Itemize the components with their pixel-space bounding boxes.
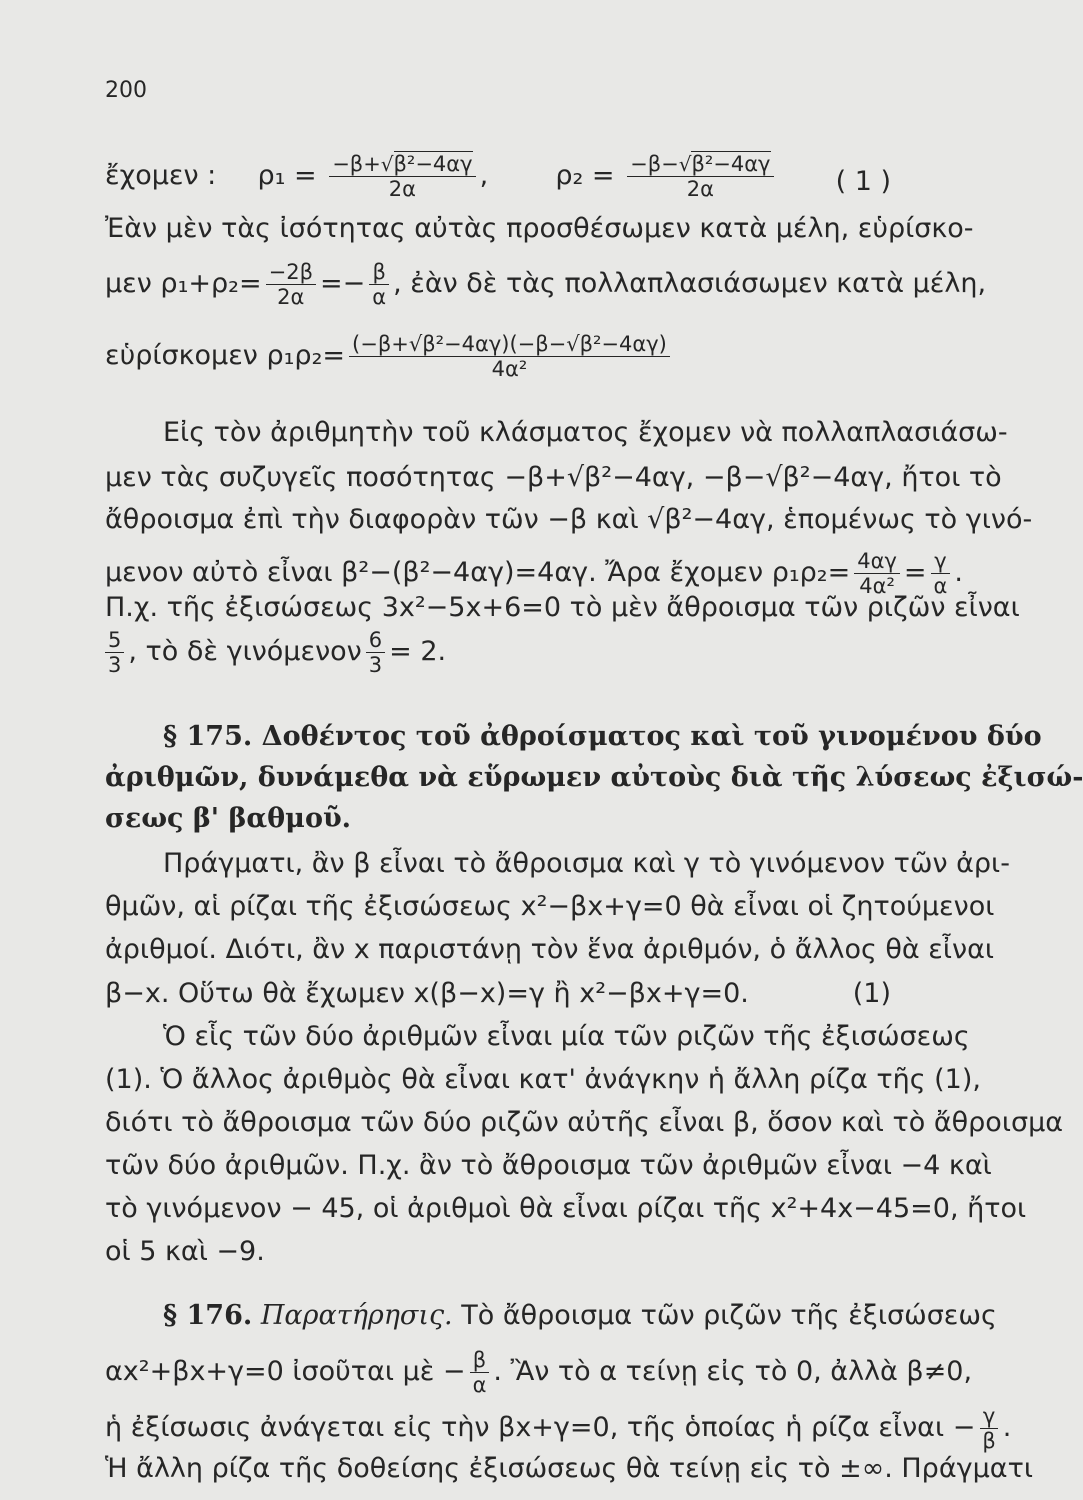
text-line: Εἰς τὸν ἀριθμητὴν τοῦ κλάσματος ἔχομεν νὰ πολλαπλασιάσω-	[163, 417, 1008, 448]
product-of-roots-line	[105, 332, 674, 381]
denominator: 3	[368, 653, 383, 677]
text-line	[105, 1348, 972, 1397]
rho1-fraction: $\frac{\text{−β+√β²−4αγ}}{2\alpha}$	[329, 152, 475, 201]
text-line: Ἐὰν μὲν τὰς ἰσότητας αὐτὰς προσθέσωμεν κατὰ μέλη, εὑρίσκο-	[105, 213, 974, 244]
text-run: ἡ ἐξίσωσις ἀνάγεται εἰς τὴν βx+γ=0, τῆς ὁποίας ἡ ρίζα εἶναι −	[105, 1412, 976, 1443]
fraction	[931, 549, 951, 598]
text-line	[105, 549, 963, 598]
text-line: Ὁ εἷς τῶν δύο ἀριθμῶν εἶναι μία τῶν ριζῶν τῆς ἐξισώσεως	[163, 1021, 970, 1052]
fraction	[366, 628, 385, 677]
equation-tag: (1)	[852, 978, 891, 1009]
text-run: εὑρίσκομεν ρ₁ρ₂=	[105, 340, 346, 371]
numerator: 5	[105, 628, 124, 653]
denominator: α	[372, 285, 387, 309]
fraction	[369, 260, 389, 309]
text-run: =−	[319, 268, 366, 299]
page-number: 200	[105, 78, 147, 103]
rho2-label: ρ₂ =	[555, 160, 615, 191]
numerator: γ	[980, 1404, 998, 1429]
denominator: α	[933, 574, 948, 598]
rho2-radicand: β²−4αγ	[691, 152, 771, 176]
denominator: α	[472, 1373, 487, 1397]
rho1-label: ρ₁ =	[257, 160, 317, 191]
text-run: = 2.	[389, 636, 447, 667]
numerator: β	[369, 260, 388, 285]
text-line: ἄθροισμα ἐπὶ τὴν διαφορὰν τῶν −β καὶ √β²−4αγ, ἑπομένως τὸ γινό-	[105, 504, 1033, 535]
text-line: ἀριθμοί. Διότι, ἂν x παριστάνῃ τὸν ἕνα ἀριθμόν, ὁ ἄλλος θὰ εἶναι	[105, 934, 995, 965]
denominator: 4α²	[859, 574, 895, 598]
text-line: διότι τὸ ἄθροισμα τῶν δύο ριζῶν αὐτῆς εἶναι β, ὅσον καὶ τὸ ἄθροισμα	[105, 1107, 1064, 1138]
text-run: .	[1002, 1412, 1012, 1443]
text-line: θμῶν, αἱ ρίζαι τῆς ἐξισώσεως x²−βx+γ=0 θὰ εἶναι οἱ ζητούμενοι	[105, 891, 995, 922]
fraction	[854, 549, 900, 598]
fraction	[979, 1404, 998, 1453]
numerator: 6	[366, 628, 385, 653]
equation-tag: ( 1 )	[835, 166, 891, 197]
section-175-heading: σεως β' βαθμοῦ.	[105, 803, 352, 834]
denominator: 2α	[277, 285, 305, 309]
rho1-num: −β+	[332, 152, 381, 176]
fraction	[105, 628, 124, 677]
numerator: −2β	[266, 260, 316, 285]
section-175-heading: ἀριθμῶν, δυνάμεθα νὰ εὕρωμεν αὐτοὺς διὰ τῆς λύσεως ἐξισώ-	[105, 762, 1083, 793]
section-176-title: Παρατήρησις.	[260, 1300, 453, 1331]
text-run: .	[954, 557, 963, 588]
denominator: 4α²	[491, 357, 528, 381]
rho2-num: −β−	[630, 152, 679, 176]
text-run: =	[903, 557, 927, 588]
text-line: Π.χ. τῆς ἐξισώσεως 3x²−5x+6=0 τὸ μὲν ἄθροισμα τῶν ριζῶν εἶναι	[105, 592, 1020, 623]
section-176-line	[163, 1300, 997, 1332]
text-line: τὸ γινόμενον − 45, οἱ ἀριθμοὶ θὰ εἶναι ρίζαι τῆς x²+4x−45=0, ἤτοι	[105, 1193, 1027, 1224]
text-line: τῶν δύο ἀριθμῶν. Π.χ. ἂν τὸ ἄθροισμα τῶν ἀριθμῶν εἶναι −4 καὶ	[105, 1150, 992, 1181]
text-line: μεν τὰς συζυγεῖς ποσότητας −β+√β²−4αγ, −β−√β²−4αγ, ἤτοι τὸ	[105, 462, 1002, 493]
section-176-heading: § 176.	[163, 1300, 253, 1331]
numerator: 4αγ	[854, 549, 900, 574]
text-line	[105, 628, 446, 677]
numerator: γ	[931, 549, 949, 574]
text-line: (1). Ὁ ἄλλος ἀριθμὸς θὰ εἶναι κατ' ἀνάγκην ἡ ἄλλη ρίζα τῆς (1),	[105, 1064, 981, 1095]
fraction	[349, 332, 670, 381]
text-line: β−x. Οὕτω θὰ ἔχωμεν x(β−x)=γ ἢ x²−βx+γ=0.	[105, 978, 749, 1009]
formula-roots	[105, 152, 778, 201]
section-175-heading: § 175. Δοθέντος τοῦ ἀθροίσματος καὶ τοῦ γινομένου δύο	[163, 721, 1042, 752]
denominator: β	[982, 1429, 996, 1453]
numerator: (−β+√β²−4αγ)(−β−√β²−4αγ)	[349, 332, 670, 357]
formula-lead: ἔχομεν :	[105, 160, 217, 191]
rho2-fraction: $\frac{\text{−β−√β²−4αγ}}{2\alpha}$	[627, 152, 773, 201]
denominator: 3	[108, 653, 122, 677]
text-line	[105, 1404, 1011, 1453]
text-run: Τὸ ἄθροισμα τῶν ριζῶν τῆς ἐξισώσεως	[461, 1300, 997, 1331]
rho2-den: 2α	[686, 177, 714, 201]
fraction	[470, 1348, 490, 1397]
text-run: , τὸ δὲ γινόμενον	[128, 636, 362, 667]
text-run: . Ἂν τὸ α τείνῃ εἰς τὸ 0, ἀλλὰ β≠0,	[493, 1356, 973, 1387]
sum-of-roots-line	[105, 260, 986, 309]
text-line: Ἡ ἄλλη ρίζα τῆς δοθείσης ἐξισώσεως θὰ τείνῃ εἰς τὸ ±∞. Πράγματι	[105, 1453, 1033, 1484]
text-run: αx²+βx+γ=0 ἰσοῦται μὲ −	[105, 1356, 466, 1387]
text-run: μεν ρ₁+ρ₂=	[105, 268, 262, 299]
formula-comma: ,	[479, 160, 489, 191]
text-run: , ἐὰν δὲ τὰς πολλαπλασιάσωμεν κατὰ μέλη,	[393, 268, 987, 299]
numerator: β	[470, 1348, 489, 1373]
fraction	[266, 260, 316, 309]
rho1-radicand: β²−4αγ	[393, 152, 473, 176]
text-line: Πράγματι, ἂν β εἶναι τὸ ἄθροισμα καὶ γ τὸ γινόμενον τῶν ἀρι-	[163, 848, 1010, 879]
text-line: οἱ 5 καὶ −9.	[105, 1236, 265, 1267]
text-run: μενον αὐτὸ εἶναι β²−(β²−4αγ)=4αγ. Ἄρα ἔχομεν ρ₁ρ₂=	[105, 557, 851, 588]
rho1-den: 2α	[388, 177, 416, 201]
